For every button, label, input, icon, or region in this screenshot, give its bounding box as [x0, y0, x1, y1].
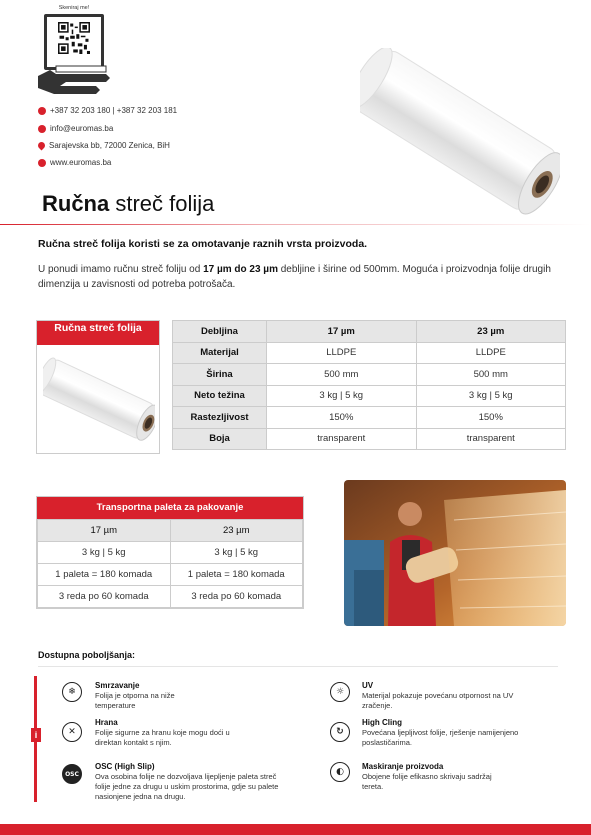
email-icon	[38, 125, 46, 133]
snowflake-icon: ❄	[62, 682, 82, 702]
stretch-film-roll-image	[360, 48, 560, 218]
contact-email[interactable]	[38, 124, 113, 133]
feature-osc	[95, 762, 280, 802]
pallet-cell: 3 reda po 60 komada	[170, 586, 303, 608]
footer-bar	[0, 824, 591, 835]
contact-web[interactable]	[38, 158, 111, 167]
pallet-cell: 3 kg | 5 kg	[170, 542, 303, 564]
spec-header-cell: 23 µm	[416, 321, 566, 343]
table-row	[38, 564, 303, 586]
spec-cell: 500 mm	[416, 364, 566, 386]
stretch-film-roll-image	[43, 347, 155, 451]
product-card-label: Ručna streč folija	[37, 321, 159, 345]
feature-freezing	[95, 681, 205, 711]
para-part1: U ponudi imamo ručnu streč foliju od	[38, 264, 204, 275]
feature-text: Obojene folije efikasno skrivaju sadržaj tereta.	[362, 772, 492, 791]
email-text[interactable]: info@euromas.ba	[50, 124, 114, 133]
table-row	[38, 586, 303, 608]
contact-phone	[38, 106, 177, 115]
table-row	[173, 385, 566, 407]
table-row	[173, 407, 566, 429]
pallet-cell: 3 kg | 5 kg	[38, 542, 171, 564]
feature-uv	[362, 681, 532, 711]
spec-cell: transparent	[416, 428, 566, 450]
spec-label: Materijal	[173, 342, 267, 364]
pallet-header-cell: 23 µm	[170, 520, 303, 542]
feature-text: Povećana ljepljivost folije, rješenje namijenjeno poslastičarima.	[362, 728, 519, 747]
table-row	[38, 542, 303, 564]
pallet-cell: 1 paleta = 180 komada	[170, 564, 303, 586]
title-divider	[0, 224, 591, 225]
qr-code-icon[interactable]	[58, 22, 90, 54]
pallet-header-cell: 17 µm	[38, 520, 171, 542]
para-thickness: 17 µm do 23 µm	[203, 264, 278, 275]
page-title	[42, 191, 214, 217]
spec-cell: 3 kg | 5 kg	[416, 385, 566, 407]
feature-text: Ova osobina folije ne dozvoljava lijepljenje paleta streč folije jedne za drugu u uskim prostorima, gdje su palete nasionjene jedna na drugu.	[95, 772, 279, 801]
table-row	[173, 364, 566, 386]
spec-label: Širina	[173, 364, 267, 386]
spec-cell: 150%	[416, 407, 566, 429]
feature-high-cling	[362, 718, 542, 748]
feature-food	[95, 718, 255, 748]
contact-address	[38, 141, 170, 150]
phone-icon	[38, 107, 46, 115]
table-row	[173, 428, 566, 450]
cling-icon: ↻	[330, 722, 350, 742]
address-text: Sarajevska bb, 72000 Zenica, BiH	[49, 141, 170, 150]
pallet-cell: 1 paleta = 180 komada	[38, 564, 171, 586]
globe-icon	[38, 159, 46, 167]
feature-title: Maskiranje proizvoda	[362, 762, 444, 771]
feature-text: Folija je otporna na niže temperature	[95, 691, 175, 710]
feature-text: Folije sigurne za hranu koje mogu doći u direktan kontakt s njim.	[95, 728, 230, 747]
table-row	[173, 342, 566, 364]
feature-masking	[362, 762, 512, 792]
improvements-title: Dostupna poboljšanja:	[38, 650, 136, 660]
spec-header-row	[173, 321, 566, 343]
location-pin-icon	[37, 141, 47, 151]
web-text[interactable]: www.euromas.ba	[50, 158, 112, 167]
food-icon: ✕	[62, 722, 82, 742]
warehouse-worker-photo	[344, 480, 566, 626]
feature-title: OSC (High Slip)	[95, 762, 155, 771]
spec-cell: 500 mm	[267, 364, 417, 386]
spec-cell: 3 kg | 5 kg	[267, 385, 417, 407]
feature-title: Hrana	[95, 718, 118, 727]
pallet-grid	[37, 519, 303, 608]
pallet-title: Transportna paleta za pakovanje	[37, 497, 303, 519]
spec-label: Neto težina	[173, 385, 267, 407]
feature-text: Materijal pokazuje povećanu otpornost na UV zračenje.	[362, 691, 514, 710]
hand-icon	[36, 62, 116, 98]
pallet-table	[36, 496, 304, 609]
title-bold: Ručna	[42, 191, 110, 216]
spec-table	[172, 320, 566, 450]
spec-header-cell: Debljina	[173, 321, 267, 343]
lead-text: Ručna streč folija koristi se za omotavanje raznih vrsta proizvoda.	[38, 238, 368, 250]
product-card	[36, 320, 160, 454]
feature-title: High Cling	[362, 718, 402, 727]
mask-icon: ◐	[330, 762, 350, 782]
spec-label: Rastezljivost	[173, 407, 267, 429]
spec-cell: LLDPE	[267, 342, 417, 364]
phone-text: +387 32 203 180 | +387 32 203 181	[50, 106, 178, 115]
feature-title: UV	[362, 681, 374, 690]
info-icon: i	[31, 728, 41, 742]
title-rest: streč folija	[109, 191, 215, 216]
uv-icon: ☼	[330, 682, 350, 702]
spec-cell: LLDPE	[416, 342, 566, 364]
pallet-header-row	[38, 520, 303, 542]
pallet-cell: 3 reda po 60 komada	[38, 586, 171, 608]
para-part2: debljine i širine od 500mm. Moguća i proizvodnja folije drugih dimenzija u zavisnosti od potreba potrošača.	[38, 264, 551, 290]
spec-label: Boja	[173, 428, 267, 450]
spec-cell: transparent	[267, 428, 417, 450]
description-paragraph	[38, 262, 558, 292]
spec-cell: 150%	[267, 407, 417, 429]
qr-caption: Skeniraj me!	[58, 5, 90, 11]
feature-title: Smrzavanje	[95, 681, 140, 690]
osc-icon: OSC	[62, 764, 82, 784]
spec-header-cell: 17 µm	[267, 321, 417, 343]
